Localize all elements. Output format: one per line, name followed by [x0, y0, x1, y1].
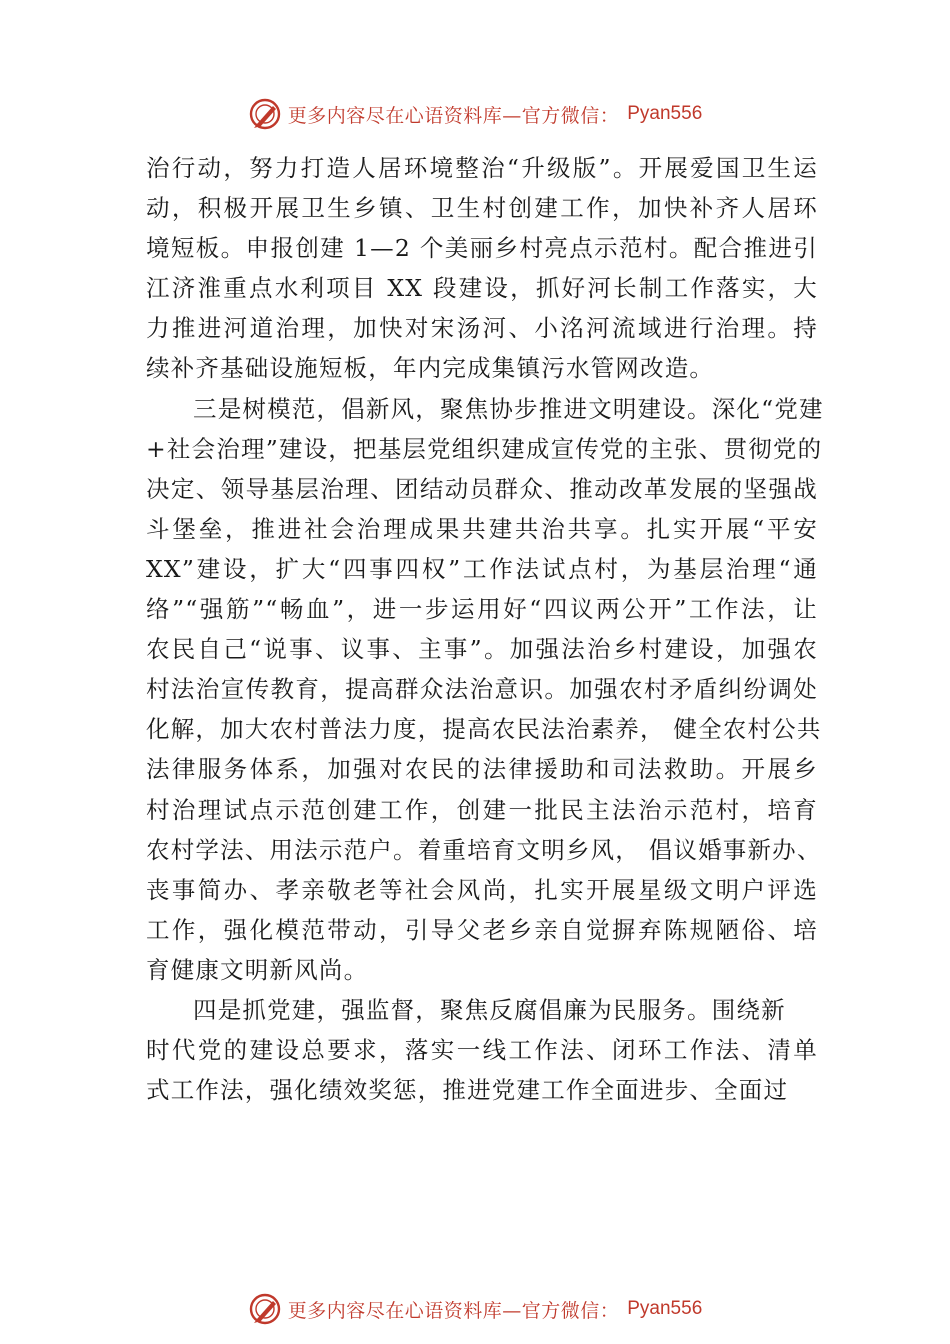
paragraph-start-line: 四是抓党建，强监督，聚焦反腐倡廉为民服务。围绕新: [193, 995, 786, 1024]
text-line: 法律服务体系，加强对农民的法律援助和司法救助。开展乡: [146, 755, 818, 784]
text-line: 农民自己“说事、议事、主事”。加强法治乡村建设，加强农: [146, 635, 818, 664]
text-line: 络”“强筋”“畅血”，进一步运用好“四议两公开”工作法，让: [146, 595, 818, 624]
footer-watermark: [0, 1289, 950, 1329]
watermark-wechat-id: Pyan556: [627, 103, 703, 124]
text-line: 丧事简办、孝亲敬老等社会风尚，扎实开展星级文明户评选: [146, 875, 818, 904]
text-line: 续补齐基础设施短板，年内完成集镇污水管网改造。: [146, 354, 715, 383]
document-body: [146, 148, 824, 1110]
text-line: 工作，强化模范带动，引导父老乡亲自觉摒弃陈规陋俗、培: [146, 915, 818, 944]
text-line: 动，积极开展卫生乡镇、卫生村创建工作，加快补齐人居环: [146, 194, 818, 223]
text-line: 决定、领导基层治理、团结动员群众、推动改革发展的坚强战: [146, 474, 818, 503]
text-line: 育健康文明新风尚。: [146, 955, 369, 984]
paragraph-start-line: 三是树模范，倡新风，聚焦协步推进文明建设。深化“党建: [193, 394, 824, 423]
watermark-text: 更多内容尽在心语资料库—官方微信：: [287, 1299, 620, 1322]
text-line: XX”建设，扩大“四事四权”工作法试点村，为基层治理“通: [146, 554, 818, 583]
text-line: 斗堡垒，推进社会治理成果共建共治共享。扎实开展“平安: [146, 514, 818, 543]
text-line: 治行动，努力打造人居环境整治“升级版”。开展爱国卫生运: [146, 154, 818, 182]
pen-seal-logo-icon: [248, 97, 282, 131]
text-line: 力推进河道治理，加快对宋汤河、小洺河流域进行治理。持: [146, 314, 818, 343]
text-line: 村法治宣传教育，提高群众法治意识。加强农村矛盾纠纷调处: [146, 675, 818, 704]
text-line: 境短板。申报创建 1—2 个美丽乡村亮点示范村。配合推进引: [146, 234, 818, 263]
text-line: 时代党的建设总要求，落实一线工作法、闭环工作法、清单: [146, 1036, 818, 1065]
text-line: 式工作法，强化绩效奖惩，推进党建工作全面进步、全面过: [146, 1076, 789, 1105]
text-line: 农村学法、用法示范户。着重培育文明乡风， 倡议婚事新办、: [146, 835, 822, 864]
header-watermark: [0, 94, 950, 134]
watermark-wechat-id: Pyan556: [627, 1298, 703, 1319]
text-line: 村治理试点示范创建工作，创建一批民主法治示范村，培育: [146, 795, 818, 824]
text-line: 江济淮重点水利项目 XX 段建设，抓好河长制工作落实，大: [146, 274, 818, 303]
pen-seal-logo-icon: [248, 1292, 282, 1326]
watermark-text: 更多内容尽在心语资料库—官方微信：: [287, 104, 620, 127]
text-line: +社会治理”建设，把基层党组织建成宣传党的主张、贯彻党的: [146, 434, 823, 463]
text-line: 化解，加大农村普法力度，提高农民法治素养， 健全农村公共: [146, 715, 822, 744]
